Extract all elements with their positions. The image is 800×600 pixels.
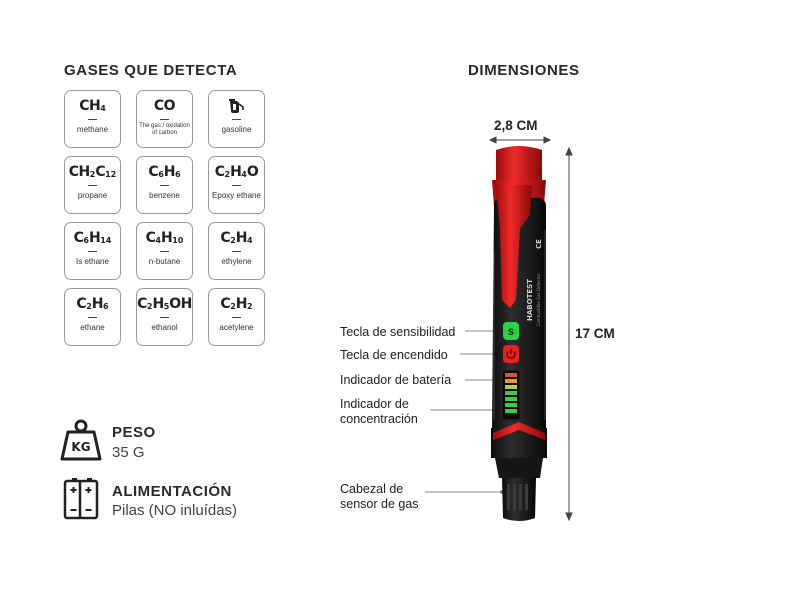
model-text: Combustible Gas Detector xyxy=(536,273,541,327)
sensitivity-key-glyph: S xyxy=(507,328,515,338)
gas-formula: C6H14 xyxy=(73,230,112,246)
gas-name: n-butane xyxy=(148,257,181,266)
gas-name: propane xyxy=(77,191,108,200)
gas-name: ethane xyxy=(80,323,105,332)
svg-text:KG: KG xyxy=(71,440,91,454)
ce-mark: CE xyxy=(535,239,543,249)
gas-name: methane xyxy=(76,125,109,134)
concentration-led-bar xyxy=(505,373,517,413)
width-label: 2,8 CM xyxy=(494,118,538,133)
weight-title: PESO xyxy=(112,424,156,441)
gas-formula: C6H6 xyxy=(148,164,181,180)
width-dimension-arrow xyxy=(490,137,550,143)
power-title: ALIMENTACIÓN xyxy=(112,483,232,500)
gas-name: gasoline xyxy=(221,125,252,134)
gas-formula: C2H2 xyxy=(220,296,253,312)
callout-sensitivity-key: Tecla de sensibilidad xyxy=(340,325,456,339)
red-cap-top xyxy=(496,146,542,180)
gas-name: acetylene xyxy=(219,323,254,332)
gas-formula: C2H4O xyxy=(214,164,259,180)
gas-formula: C2H5OH xyxy=(137,296,192,312)
callout-battery-indicator: Indicador de batería xyxy=(340,373,452,387)
gas-name: ethanol xyxy=(151,323,178,332)
gas-formula: CH4 xyxy=(79,98,106,114)
sensor-head-upper xyxy=(495,458,543,478)
gas-name: The gas / oxidation of carbon xyxy=(139,123,190,136)
callout-gas-sensor-head: Cabezal de sensor de gas xyxy=(340,482,419,511)
height-dimension-arrow xyxy=(566,148,572,520)
dimensions-heading: DIMENSIONES xyxy=(468,62,580,79)
gas-name: benzene xyxy=(149,191,180,200)
weight-value: 35 G xyxy=(112,444,145,461)
gas-formula: C2H6 xyxy=(76,296,109,312)
callout-lines xyxy=(425,331,502,492)
callout-power-key: Tecla de encendido xyxy=(340,348,448,362)
gases-heading: GASES QUE DETECTA xyxy=(64,62,238,79)
gas-name: Is ethane xyxy=(76,257,109,266)
power-value: Pilas (NO inluídas) xyxy=(112,502,238,519)
height-label: 17 CM xyxy=(575,326,615,341)
callout-concentration-indicator: Indicador de concentración xyxy=(340,397,418,426)
gas-name: ethylene xyxy=(221,257,252,266)
brand-text: HABOTEST xyxy=(526,279,534,321)
gas-detector-pen xyxy=(491,146,547,521)
gas-formula: C4H10 xyxy=(145,230,184,246)
gas-name: Epoxy ethane xyxy=(212,191,261,200)
gas-formula: C2H4 xyxy=(220,230,253,246)
gas-formula: CO xyxy=(153,98,176,114)
gas-formula: CH2C12 xyxy=(68,164,117,180)
